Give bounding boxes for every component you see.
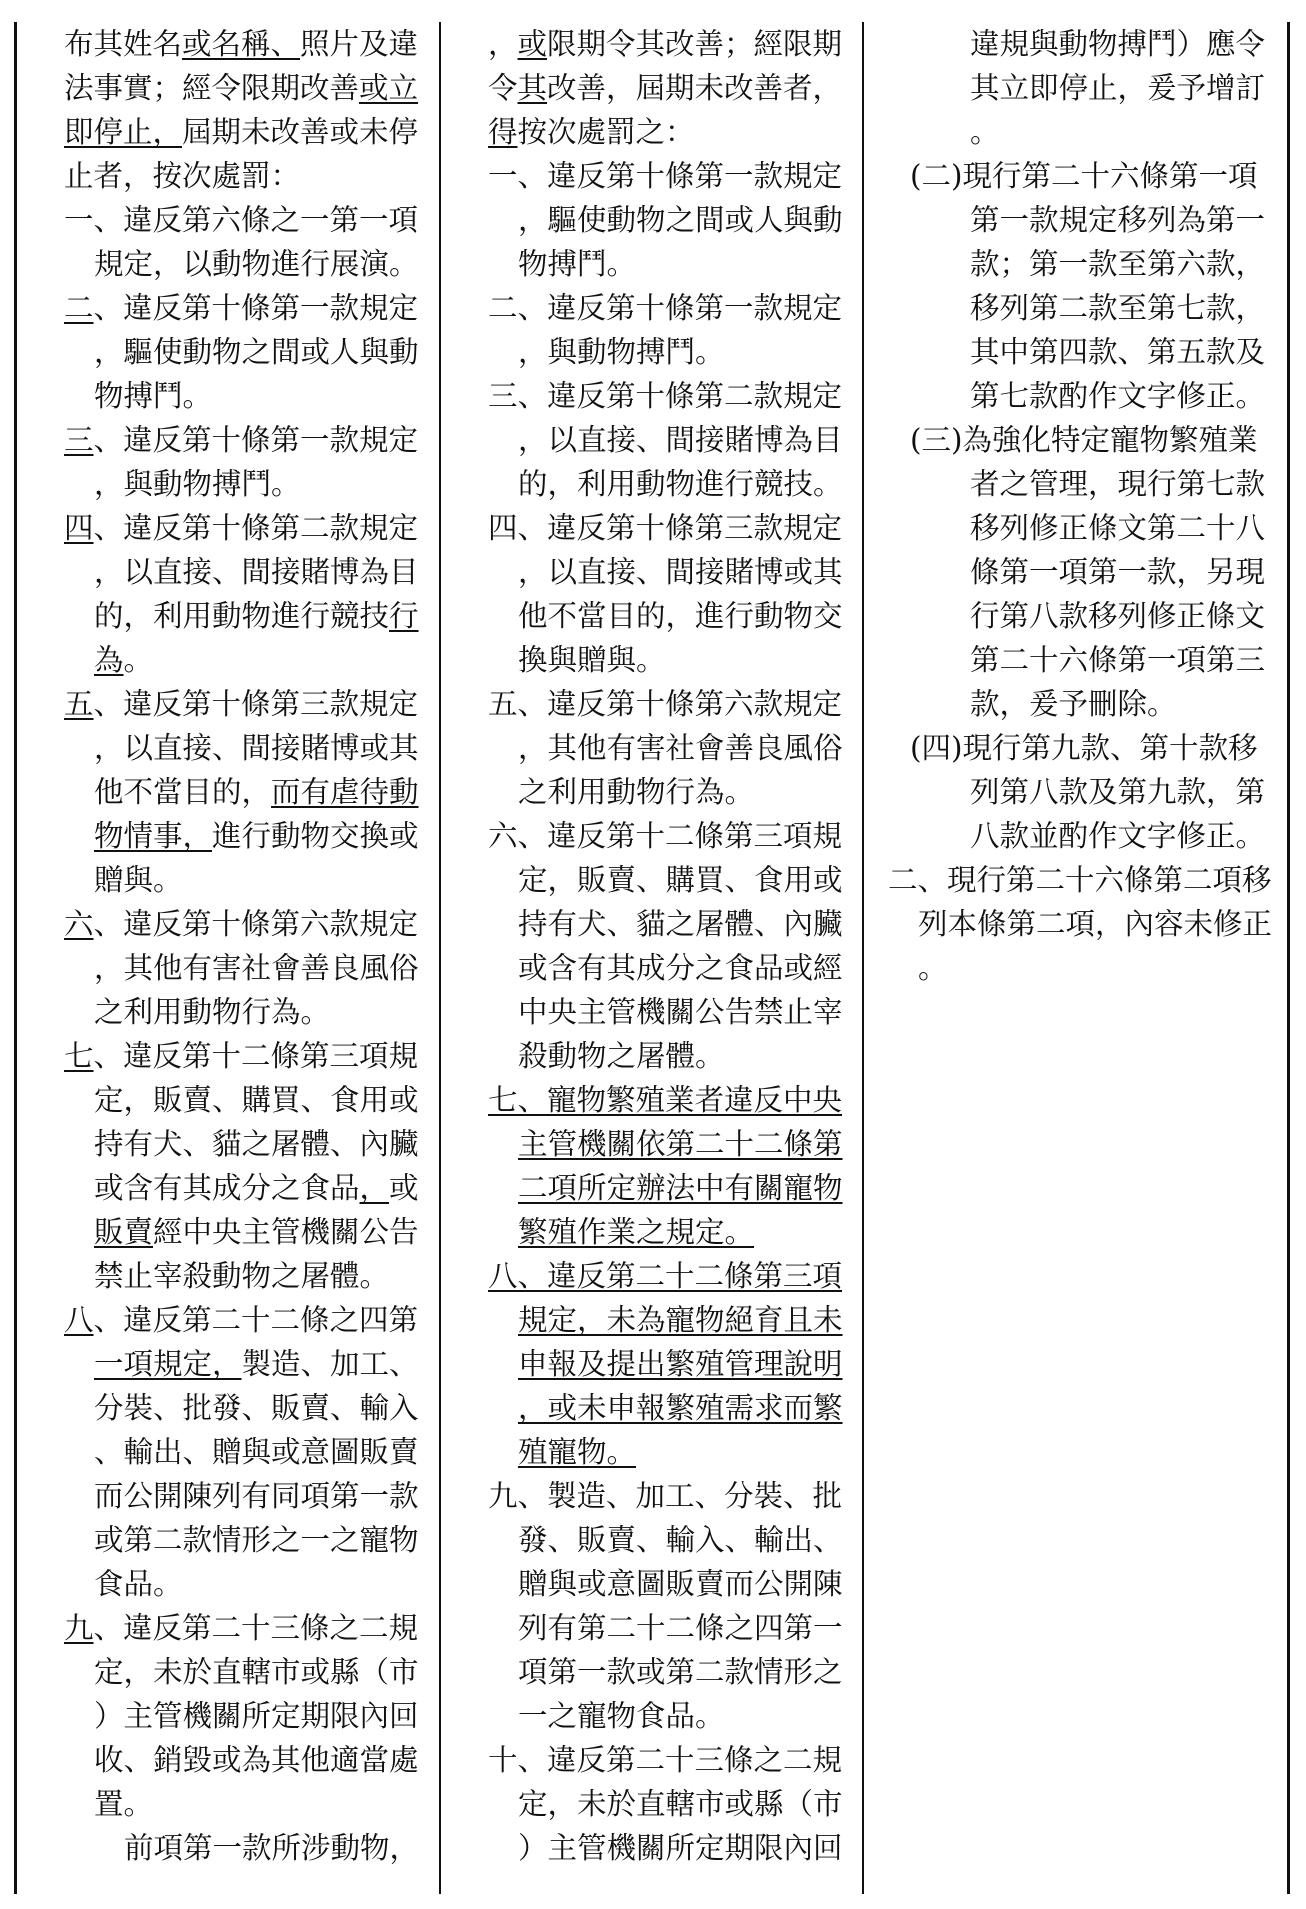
text-line: 販賣經中央主管機關公告	[94, 1215, 419, 1249]
text-line: ，以直接、間接賭博為目	[518, 423, 843, 457]
text-line: 之利用動物行為。	[94, 995, 331, 1029]
right-continued-text	[888, 22, 1276, 154]
text-line: 移列第二款至第七款，	[970, 291, 1266, 325]
text-line: 七、寵物繁殖業者違反中央	[488, 1083, 843, 1117]
text-line: 物搏鬥。	[518, 247, 637, 281]
left-item-4	[64, 506, 422, 682]
text-line: ，以直接、間接賭博為目	[94, 555, 419, 589]
text-line: 的，利用動物進行競技行	[94, 599, 419, 633]
text-line: 禁止宰殺動物之屠體。	[94, 1259, 390, 1293]
text-line: 止者，按次處罰：	[64, 159, 301, 193]
mid-item-3	[488, 374, 846, 506]
text-line: 殖寵物。	[518, 1435, 637, 1469]
text-line: 八款並酌作文字修正。	[970, 819, 1266, 853]
text-line: 令其改善，屆期未改善者，	[488, 71, 843, 105]
text-line: 列有第二十二條之四第一	[518, 1611, 843, 1645]
left-intro-paragraph	[64, 22, 422, 198]
mid-item-8	[488, 1254, 846, 1474]
text-line: 六、違反第十二條第三項規	[488, 819, 843, 853]
text-line: ，或未申報繁殖需求而繁	[518, 1391, 843, 1425]
mid-item-5	[488, 682, 846, 814]
text-line: 或第二款情形之一之寵物	[94, 1523, 419, 1557]
text-line: 移列修正條文第二十八	[970, 511, 1266, 545]
text-line: 而公開陳列有同項第一款	[94, 1479, 419, 1513]
text-line: 一項規定，製造、加工、	[94, 1347, 419, 1381]
text-line: 三、違反第十條第一款規定	[64, 423, 419, 457]
text-line: 繁殖作業之規定。	[518, 1215, 755, 1249]
left-item-1	[64, 198, 422, 286]
right-sub-item-4	[888, 726, 1276, 858]
text-line: 主管機關依第二十二條第	[518, 1127, 843, 1161]
text-line: 第二十六條第一項第三	[970, 643, 1266, 677]
text-line: 或含有其成分之食品或經	[518, 951, 843, 985]
text-line: 。	[970, 115, 1000, 149]
text-line: 申報及提出繁殖管理說明	[518, 1347, 843, 1381]
text-line: ，其他有害社會善良風俗	[94, 951, 419, 985]
mid-item-9	[488, 1474, 846, 1738]
text-line: 列本條第二項，內容未修正	[918, 907, 1273, 941]
right-border-line	[1287, 22, 1290, 1894]
text-line: 得按次處罰之：	[488, 115, 695, 149]
left-item-2	[64, 286, 422, 418]
text-line: 四、違反第十條第三款規定	[488, 511, 843, 545]
text-line: 規定，以動物進行展演。	[94, 247, 419, 281]
mid-item-4	[488, 506, 846, 682]
text-line: 定，販賣、購買、食用或	[518, 863, 843, 897]
left-item-8	[64, 1298, 422, 1606]
text-line: ，或限期令其改善；經限期	[488, 27, 843, 61]
text-line: (二)現行第二十六條第一項	[910, 159, 1258, 193]
text-line: ，驅使動物之間或人與動	[518, 203, 843, 237]
text-line: 定，未於直轄市或縣（市	[518, 1787, 843, 1821]
right-sub-item-3	[888, 418, 1276, 726]
column-explanation	[888, 22, 1276, 990]
text-line: 物搏鬥。	[94, 379, 213, 413]
text-line: 之利用動物行為。	[518, 775, 755, 809]
text-line: 四、違反第十條第二款規定	[64, 511, 419, 545]
text-line: 贈與。	[94, 863, 183, 897]
left-border-line	[14, 22, 17, 1894]
text-line: 收、銷毀或為其他適當處	[94, 1743, 419, 1777]
text-line: ，驅使動物之間或人與動	[94, 335, 419, 369]
text-line: ，其他有害社會善良風俗	[518, 731, 843, 765]
text-line: 二、違反第十條第一款規定	[64, 291, 419, 325]
text-line: 九、違反第二十三條之二規	[64, 1611, 419, 1645]
text-line: 、輸出、贈與或意圖販賣	[94, 1435, 419, 1469]
text-line: 三、違反第十條第二款規定	[488, 379, 843, 413]
text-line: 第七款酌作文字修正。	[970, 379, 1266, 413]
text-line: 行第八款移列修正條文	[970, 599, 1266, 633]
left-item-7	[64, 1034, 422, 1298]
text-line: 殺動物之屠體。	[518, 1039, 725, 1073]
text-line: 前項第一款所涉動物，	[124, 1831, 420, 1865]
text-line: 置。	[94, 1787, 154, 1821]
text-line: 發、販賣、輸入、輸出、	[518, 1523, 843, 1557]
text-line: 列第八款及第九款，第	[970, 775, 1266, 809]
text-line: 。	[918, 951, 948, 985]
text-line: 為。	[94, 643, 154, 677]
text-line: 中央主管機關公告禁止宰	[518, 995, 843, 1029]
mid-item-10	[488, 1738, 846, 1870]
text-line: 規定，未為寵物絕育且未	[518, 1303, 843, 1337]
text-line: 二、現行第二十六條第二項移	[888, 863, 1272, 897]
column-current-text	[488, 22, 846, 1870]
text-line: (三)為強化特定寵物繁殖業	[910, 423, 1258, 457]
text-line: 或含有其成分之食品，或	[94, 1171, 419, 1205]
text-line: 他不當目的，進行動物交	[518, 599, 843, 633]
text-line: 五、違反第十條第六款規定	[488, 687, 843, 721]
text-line: 布其姓名或名稱、照片及違	[64, 27, 419, 61]
text-line: 即停止，屆期未改善或未停	[64, 115, 419, 149]
text-line: 項第一款或第二款情形之	[518, 1655, 843, 1689]
left-item-9	[64, 1606, 422, 1826]
text-line: 定，販賣、購買、食用或	[94, 1083, 419, 1117]
text-line: 五、違反第十條第三款規定	[64, 687, 419, 721]
text-line: ）主管機關所定期限內回	[94, 1699, 419, 1733]
text-line: 者之管理，現行第七款	[970, 467, 1266, 501]
column-divider-2	[862, 22, 864, 1894]
left-item-3	[64, 418, 422, 506]
text-line: 二項所定辦法中有關寵物	[518, 1171, 843, 1205]
text-line: (四)現行第九款、第十款移	[910, 731, 1258, 765]
text-line: 九、製造、加工、分裝、批	[488, 1479, 843, 1513]
left-item-6	[64, 902, 422, 1034]
text-line: 二、違反第十條第一款規定	[488, 291, 843, 325]
mid-item-1	[488, 154, 846, 286]
text-line: ，以直接、間接賭博或其	[518, 555, 843, 589]
text-line: 款，爰予刪除。	[970, 687, 1177, 721]
text-line: 他不當目的，而有虐待動	[94, 775, 419, 809]
left-item-5	[64, 682, 422, 902]
text-line: 法事實；經令限期改善或立	[64, 71, 419, 105]
text-line: ，與動物搏鬥。	[94, 467, 301, 501]
text-line: 六、違反第十條第六款規定	[64, 907, 419, 941]
text-line: 違規與動物搏鬥）應令	[970, 27, 1266, 61]
text-line: ）主管機關所定期限內回	[518, 1831, 843, 1865]
mid-item-7	[488, 1078, 846, 1254]
text-line: 食品。	[94, 1567, 183, 1601]
right-item-2	[888, 858, 1276, 990]
text-line: 一、違反第六條之一第一項	[64, 203, 419, 237]
text-line: 定，未於直轄市或縣（市	[94, 1655, 419, 1689]
text-line: 其立即停止，爰予增訂	[970, 71, 1266, 105]
text-line: 八、違反第二十二條之四第	[64, 1303, 419, 1337]
mid-item-6	[488, 814, 846, 1078]
text-line: 八、違反第二十二條第三項	[488, 1259, 843, 1293]
text-line: 分裝、批發、販賣、輸入	[94, 1391, 419, 1425]
text-line: 十、違反第二十三條之二規	[488, 1743, 843, 1777]
text-line: 其中第四款、第五款及	[970, 335, 1266, 369]
text-line: ，與動物搏鬥。	[518, 335, 725, 369]
text-line: 贈與或意圖販賣而公開陳	[518, 1567, 843, 1601]
text-line: 的，利用動物進行競技。	[518, 467, 843, 501]
mid-intro-paragraph	[488, 22, 846, 154]
left-tail-paragraph	[64, 1826, 422, 1870]
text-line: 一、違反第十條第一款規定	[488, 159, 843, 193]
text-line: 第一款規定移列為第一	[970, 203, 1266, 237]
text-line: 七、違反第十二條第三項規	[64, 1039, 419, 1073]
text-line: 物情事，進行動物交換或	[94, 819, 419, 853]
right-sub-item-2	[888, 154, 1276, 418]
text-line: 持有犬、貓之屠體、內臟	[94, 1127, 419, 1161]
text-line: 條第一項第一款，另現	[970, 555, 1266, 589]
text-line: 換與贈與。	[518, 643, 666, 677]
text-line: 持有犬、貓之屠體、內臟	[518, 907, 843, 941]
text-line: 款；第一款至第六款，	[970, 247, 1266, 281]
mid-item-2	[488, 286, 846, 374]
text-line: ，以直接、間接賭博或其	[94, 731, 419, 765]
text-line: 一之寵物食品。	[518, 1699, 725, 1733]
column-amended-text	[64, 22, 422, 1870]
column-divider-1	[439, 22, 441, 1894]
